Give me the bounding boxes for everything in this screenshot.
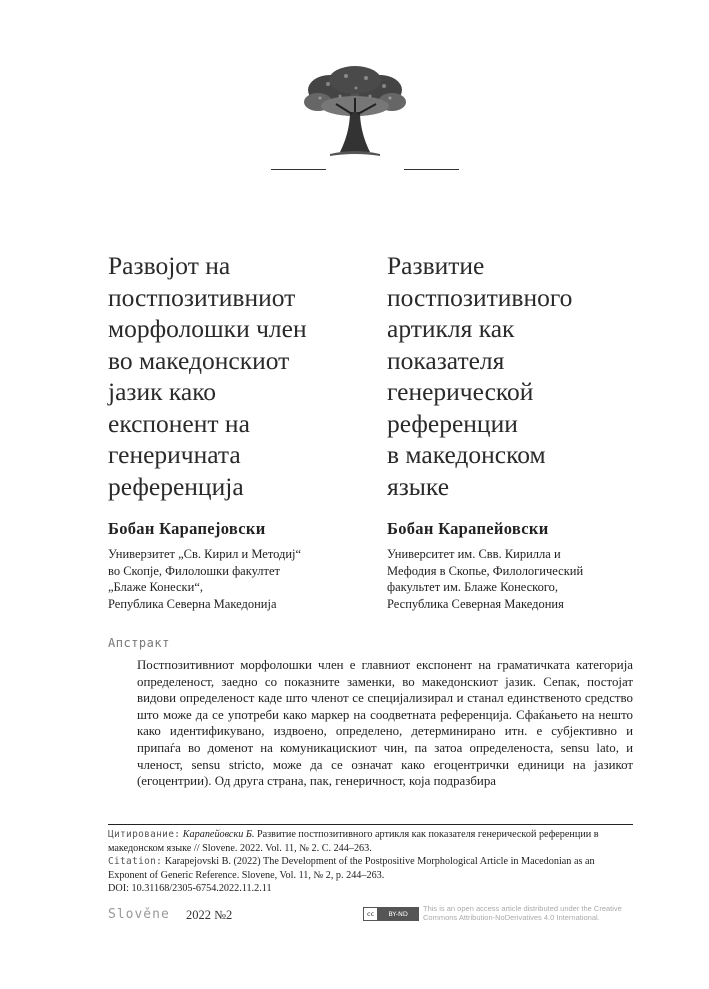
abstract-heading: Апстракт	[108, 636, 170, 650]
citation-english	[108, 855, 633, 882]
citation-ru-text: Развитие постпозитивного артикля как показателя генерической референции в македонском языке // Slovene. 2022. Vol. 11, № 2. С. 244–263.	[108, 829, 599, 854]
abstract-text: Постпозитивниот морфолошки член е главниот експонент на граматичката категорија определеност, заедно со показните заменки, во македонскиот јазик. Сепак, постојат видови определеност каде што членот се специјализирал и станал единственото средство што може да се употреби како маркер на соодветната референција. Сфаќањето на нешто како идентификувано, издвоено, определено, детерминирано итн. е субјективно и припаѓа во доменот на комуникацискиот чин, па затоа определеноста, sensu lato, и членост, sensu stricto, може да се означат како егоцентрички единици на јазикот (егоцентрии). Од друга страна, пак, генеричност, која подразбира	[137, 658, 633, 789]
author-name-macedonian: Бобан Карапејовски	[108, 519, 266, 538]
oak-tree-icon	[300, 62, 410, 162]
author-name-russian: Бобан Карапейовски	[387, 519, 549, 538]
ornament-rule-right	[404, 169, 459, 170]
article-title-macedonian: Развојот на постпозитивниот морфолошки член во македонскиот јазик како експонент на генеричната референција	[108, 251, 307, 501]
by-nd-label: BY-ND	[378, 908, 418, 920]
citation-block	[108, 828, 633, 896]
citation-russian	[108, 828, 633, 855]
doi-link[interactable]: DOI: 10.31168/2305-6754.2022.11.2.11	[108, 883, 272, 895]
affiliation-macedonian: Универзитет „Св. Кирил и Методиј“ во Скопје, Филолошки факултет „Блаже Конески“, Република Северна Македонија	[108, 547, 302, 611]
ornament-rule-left	[271, 169, 326, 170]
journal-name: Slověne	[108, 907, 170, 922]
year-issue: 2022 №2	[186, 908, 233, 922]
citation-ru-label: Цитирование:	[108, 829, 181, 840]
citation-en-text: Karapejovski B. (2022) The Development of the Postpositive Morphological Article in Macedonian as an Exponent of Generic Reference. Slovene, Vol. 11, № 2, p. 244–263.	[108, 856, 595, 881]
citation-ru-author: Карапейовски Б.	[182, 829, 255, 840]
citation-en-label: Citation:	[108, 856, 163, 868]
citation-divider	[108, 824, 633, 825]
cc-by-nd-icon[interactable]	[363, 907, 419, 921]
affiliation-russian: Университет им. Свв. Кирилла и Мефодия в Скопье, Филологический факультет им. Блаже Конеского, Республика Северная Македония	[387, 547, 584, 611]
cc-label: cc	[364, 908, 378, 920]
article-title-russian: Развитие постпозитивного артикля как показателя генерической референции в македонском языке	[387, 251, 573, 501]
license-text: This is an open access article distributed under the Creative Commons Attribution-NoDerivatives 4.0 International.	[423, 904, 622, 922]
